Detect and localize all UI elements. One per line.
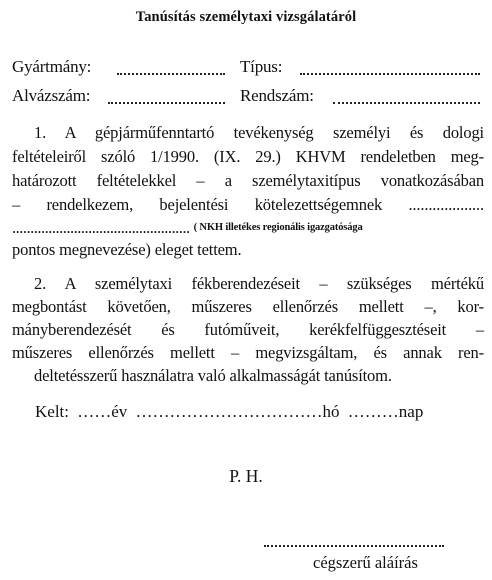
paragraph-1-line-1: 1. A gépjárműfenntartó tevékenység személyi és dologi (34, 123, 484, 142)
tipus-dots (300, 61, 480, 75)
nkh-note: ( NKH illetékes regionális igazgatósága (193, 222, 363, 233)
paragraph-2-line-4: műszeres ellenőrzés mellett – megvizsgáltam, és annak ren- (12, 343, 484, 362)
tipus-field (240, 57, 282, 77)
paragraph-1-line-4: – rendelkezem, bejelentési kötelezettségemnek ................... (12, 195, 484, 214)
kelt-nap: nap (398, 402, 424, 421)
document-title: Tanúsítás személytaxi vizsgálatáról (135, 9, 357, 25)
kelt-middle-dots: …………………………… (135, 402, 323, 421)
rendszam-label: Rendszám: (240, 86, 314, 105)
note-dots: ................................................. (12, 218, 190, 237)
tipus-label: Típus: (240, 57, 283, 76)
paragraph-1-note-line (12, 216, 484, 240)
alvazszam-dots (108, 90, 225, 104)
alvazszam-field (12, 86, 90, 106)
alvazszam-label: Alvázszám: (12, 86, 91, 105)
kelt-label: Kelt: (35, 402, 69, 421)
paragraph-1-line-2: feltételeiről szóló 1/1990. (IX. 29.) KHVM rendeletben meg- (12, 147, 484, 166)
paragraph-2-line-1: 2. A személytaxi fékberendezéseit – szükséges mértékű (34, 274, 484, 293)
gyartmany-field (12, 57, 91, 77)
ph-stamp-mark: P. H. (229, 466, 263, 486)
gyartmany-dots (117, 61, 225, 75)
kelt-ev: ……év (77, 402, 128, 421)
rendszam-dots (333, 90, 480, 104)
paragraph-1-line-5: pontos megnevezése) eleget tettem. (12, 240, 242, 259)
gyartmany-label: Gyártmány: (12, 57, 92, 76)
paragraph-1 (12, 121, 484, 259)
rendszam-field (240, 86, 314, 106)
kelt-line (35, 402, 423, 422)
signature-label: cégszerű aláírás (313, 553, 418, 572)
paragraph-2-line-2: megbontást követően, műszeres ellenőrzés mellett –, kor- (12, 297, 484, 316)
paragraph-2 (12, 272, 484, 396)
paragraph-2-line-3: mányberendezését és futóműveit, kerékfelfüggesztéseit – (12, 320, 484, 339)
paragraph-1-line-3: határozott feltételekkel – a személytaxitípus vonatkozásában (12, 171, 484, 190)
paragraph-2-line-5: deltetésszerű használatra való alkalmasságát tanúsítom. (34, 366, 392, 385)
kelt-ho: hó (322, 402, 340, 421)
kelt-nap-dots: ……… (347, 402, 399, 421)
signature-line (264, 544, 444, 547)
